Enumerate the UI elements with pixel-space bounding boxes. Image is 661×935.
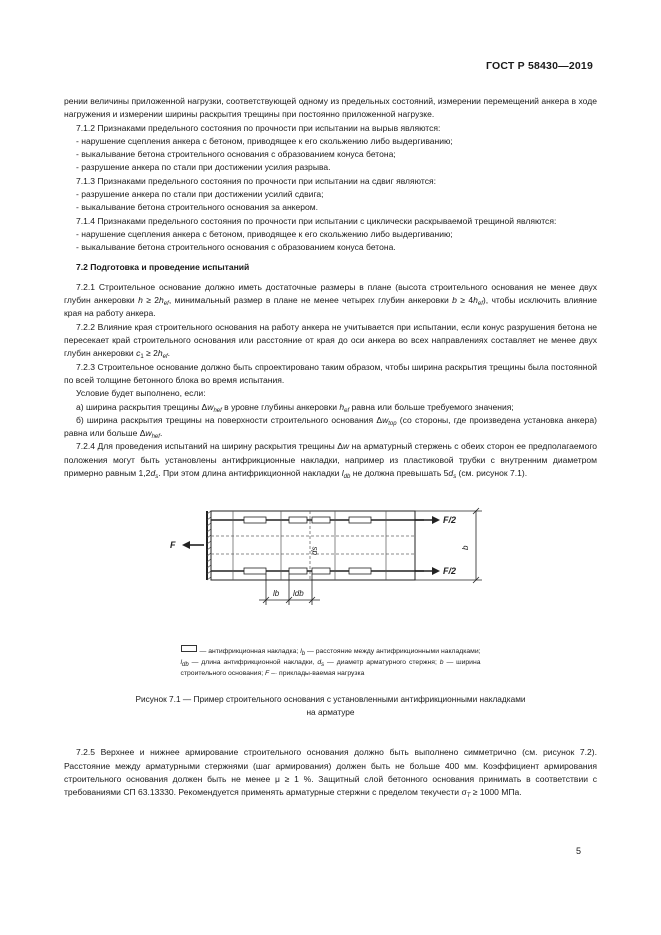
antifriction-swatch-icon: [181, 645, 197, 652]
clause-7-2-4: 7.2.4 Для проведения испытаний на ширину раскрытия трещины Δw на арматурный стержень с обеих сторон ее предполагаемого положения могут быть установлены антифрикционные накладки, например из пластиковой трубки с внутренним диаметром примерно равным $1,2d_s$. При этом длина антифрикционной накладки $l_{db}$ не должна превышать $5d_s$ (см. рисунок 7.1).: [64, 441, 597, 481]
clause-7-1-2-item: - нарушение сцепления анкера с бетоном, приводящее к его скольжению либо выдергиванию;: [76, 135, 453, 146]
label-b: b: [461, 545, 470, 551]
clause-7-1-4-item: - нарушение сцепления анкера с бетоном, приводящее к его скольжению либо выдергиванию;: [76, 228, 453, 239]
clause-7-1-4-title: 7.1.4 Признаками предельного состояния по прочности при испытании с циклически раскрываемой трещиной являются:: [76, 215, 557, 226]
clause-7-2-1: 7.2.1 Строительное основание должно иметь достаточные размеры в плане (высота строительного основания не менее двух глубин анкеровки $h \ge 2h_{ef}$, минимальный размер в плане не менее четырех глубин анкеровки $b \ge 4h_{ef}$), чтобы исключить влияние края на работу анкера.: [64, 281, 597, 319]
intro-paragraph: рении величины приложенной нагрузки, соответствующей одному из предельных состояний, измерении перемещений анкера в ходе нагружения и измерении ширины раскрытия трещины при постоянно приложенной нагрузке.: [64, 96, 597, 120]
dimension-lb-ldb: [259, 574, 320, 605]
clause-7-1-2-item: - разрушение анкера по стали при достижении усилия разрыва.: [76, 162, 331, 173]
figure-drawing: [64, 492, 597, 642]
antifriction-sleeves: [244, 517, 371, 574]
load-arrow-bottom: [415, 567, 440, 575]
clause-7-1-3-item: - разрушение анкера по стали при достижении усилий сдвига;: [76, 189, 324, 200]
clause-7-1-3-title: 7.1.3 Признаками предельного состояния по прочности при испытании на сдвиг являются:: [76, 175, 436, 186]
figure-7-1: [64, 492, 597, 642]
figure-legend: — антифрикционная накладка; $l_b$ — расстояние между антифрикционными накладками; $l_{db}$ — длина антифрикционной накладки, $d_s$ — диаметр арматурного стержня; b — ширина строительного основания; F –· приклады-ваемая нагрузка: [181, 645, 481, 679]
clause-7-1-2-item: - выкалывание бетона строительного основания с образованием конуса бетона;: [76, 149, 396, 160]
clause-7-1-4-item: - выкалывание бетона строительного основания с образованием конуса бетона.: [76, 242, 396, 253]
label-lb: lb: [273, 589, 280, 599]
clause-7-2-3-item-a: а) ширина раскрытия трещины $\Delta w_{hef}$ в уровне глубины анкеровки $h_{ef}$ равна или больше требуемого значения;: [76, 401, 514, 414]
label-f2-bottom: F/2: [443, 566, 457, 577]
figure-caption: Рисунок 7.1 — Пример строительного основания с установленными антифрикционными накладками на арматуре: [135, 694, 526, 717]
clause-7-2-2: 7.2.2 Влияние края строительного основания на работу анкера не учитывается при испытании, если конус разрушения бетона не пересекает край строительного основания или расстояние от края до оси анкера во всех направлениях составляет не менее двух глубин анкеровки $c_1 \ge 2h_{ef}$.: [64, 321, 597, 361]
label-ldb: ldb: [293, 589, 304, 599]
section-7-2-title: 7.2 Подготовка и проведение испытаний: [76, 261, 250, 272]
load-arrow-left: [182, 541, 204, 549]
clause-7-2-3: 7.2.3 Строительное основание должно быть спроектировано таким образом, чтобы ширина раскрытия трещины была постоянной по всей толщине бетонного блока во время испытания.: [64, 361, 597, 385]
label-ds: ds: [310, 546, 319, 556]
clause-7-2-3-item-b: б) ширина раскрытия трещины на поверхности строительного основания $\Delta w_{top}$ (со стороны, где произведена установка анкера) равна или больше $\Delta w_{hef}$.: [64, 414, 598, 441]
clause-7-2-5: 7.2.5 Верхнее и нижнее армирование строительного основания должно быть выполнено симметрично (см. рисунок 7.2). Расстояние между арматурными стержнями (шаг армирования) должен быть не больше 400 мм. Коэффициент армирования строительного основания должен быть не менее μ ≥ 1 %. Защитный слой бетонного основания принимать в соответствии с требованиями СП 63.13330. Рекомендуется применять арматурные стержни с пределом текучести $\sigma_T \ge 1000$ МПа.: [64, 747, 597, 800]
label-f-left: F: [170, 540, 176, 551]
clause-7-2-3-condition: Условие будет выполнено, если:: [76, 388, 206, 399]
label-f2-top: F/2: [443, 515, 457, 526]
page-content: [64, 95, 597, 800]
clause-7-1-2-title: 7.1.2 Признаками предельного состояния по прочности при испытании на вырыв являются:: [76, 122, 441, 133]
load-arrow-top: [415, 516, 440, 524]
document-header: ГОСТ Р 58430—2019: [485, 60, 593, 72]
clause-7-1-3-item: - выкалывание бетона строительного основания за анкером.: [76, 202, 319, 213]
page-number: 5: [575, 846, 581, 856]
